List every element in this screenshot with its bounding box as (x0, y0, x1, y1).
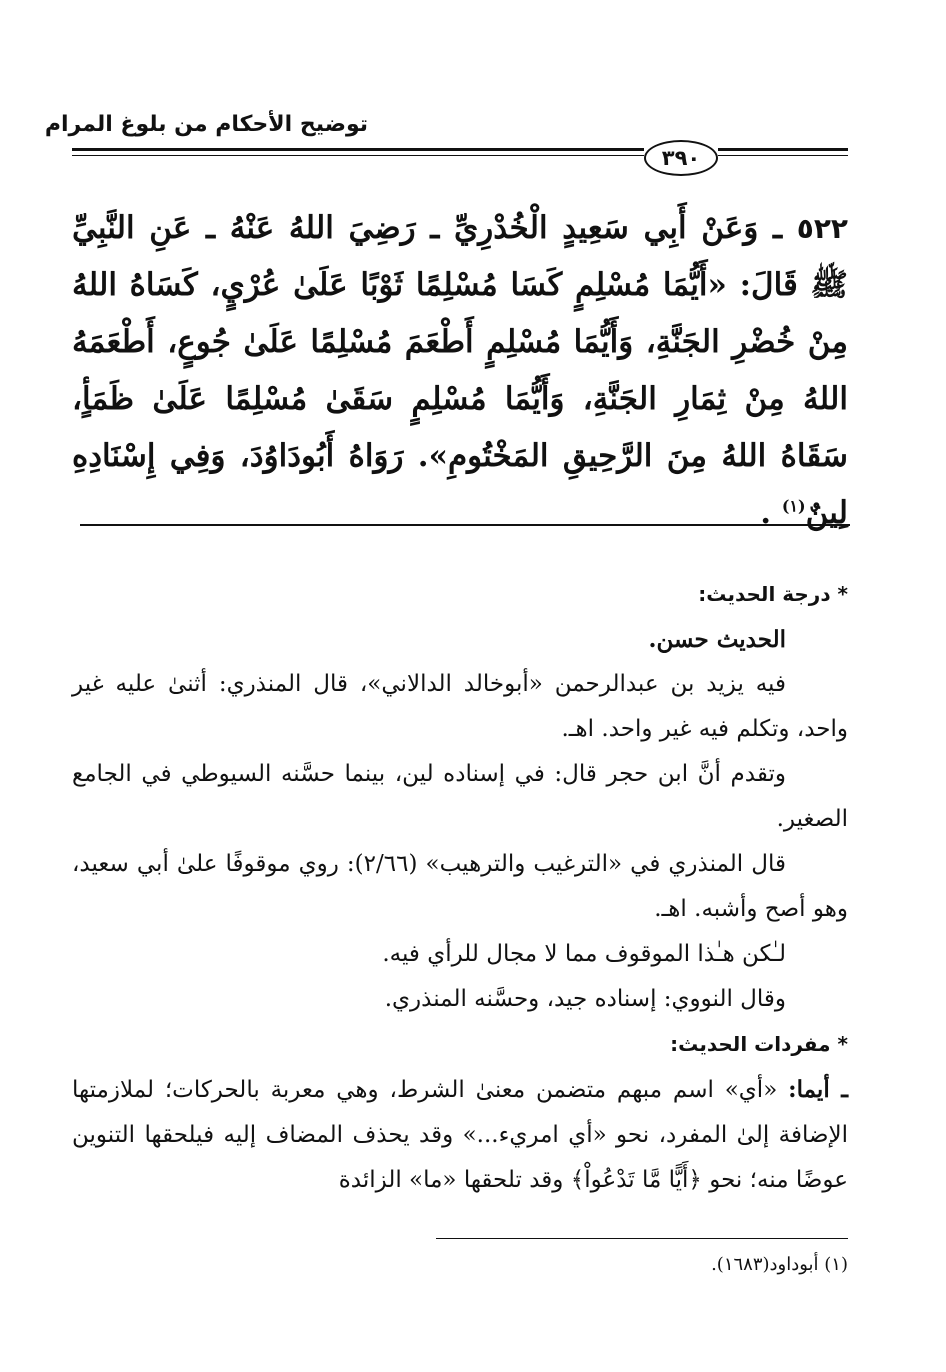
footnote: (١) أبوداود(١٦٨٣). (711, 1254, 848, 1275)
running-header-title: توضيح الأحكام من بلوغ المرام (44, 112, 368, 137)
grading-verdict: الحديث حسن. (648, 626, 786, 653)
grading-paragraph: لـٰكن هـٰذا الموقوف مما لا مجال للرأي فيه. (382, 941, 786, 967)
header-rule-left (72, 148, 644, 151)
grading-paragraph: وقال النووي: إسناده جيد، وحسَّنه المنذري. (384, 986, 786, 1012)
header-rule-right (718, 148, 848, 151)
grading-paragraph: قال المنذري في «الترغيب والترهيب» (٢/٦٦): روي موقوفًا علىٰ أبي سعيد، وهو أصح وأشبه. اهـ. (72, 851, 848, 922)
footnote-marker: (١) (781, 496, 806, 516)
page-number: ٣٩٠ (644, 140, 718, 176)
hadith-end: . (760, 495, 782, 531)
footnote-rule (436, 1238, 848, 1239)
grading-heading: * درجة الحديث: (698, 582, 848, 606)
grading-paragraph: وتقدم أنَّ ابن حجر قال: في إسناده لين، بينما حسَّنه السيوطي في الجامع الصغير. (72, 761, 848, 832)
commentary (72, 572, 848, 1203)
section-divider (80, 524, 850, 526)
vocabulary-text: «أي» اسم مبهم متضمن معنىٰ الشرط، وهي معربة بالحركات؛ لملازمتها الإضافة إلىٰ المفرد، نحو «أي امريء...» وقد يحذف المضاف إليه فيلحقها التنوين عوضًا منه؛ نحو ﴿أَيًّا مَّا تَدْعُواْ﴾ وقد تلحقها «ما» الزائدة (72, 1077, 848, 1193)
vocabulary-entry (72, 1067, 848, 1203)
hadith-number: ٥٢٢ (796, 212, 849, 245)
vocabulary-heading: * مفردات الحديث: (670, 1032, 848, 1056)
hadith-text: ـ وَعَنْ أَبِي سَعِيدٍ الْخُدْرِيِّ ـ رَضِيَ اللهُ عَنْهُ ـ عَنِ النَّبِيِّ ﷺ قَالَ: «أَيُّمَا مُسْلِمٍ كَسَا مُسْلِمًا ثَوْبًا عَلَىٰ عُرْيٍ، كَسَاهُ اللهُ مِنْ خُضْرِ الجَنَّةِ، وَأَيُّمَا مُسْلِمٍ أَطْعَمَ مُسْلِمًا عَلَىٰ جُوعٍ، أَطْعَمَهُ اللهُ مِنْ ثِمَارِ الجَنَّةِ، وَأَيُّمَا مُسْلِمٍ سَقَىٰ مُسْلِمًا عَلَىٰ ظَمَأٍ، سَقَاهُ اللهُ مِنَ الرَّحِيقِ المَخْتُومِ». رَوَاهُ أَبُودَاوُدَ، وَفِي إِسْنَادِهِ لِينٌ (72, 210, 848, 531)
vocabulary-term: ـ أيما: (788, 1076, 848, 1103)
grading-paragraph: فيه يزيد بن عبدالرحمن «أبوخالد الدالاني»، قال المنذري: أثنىٰ عليه غير واحد، وتكلم فيه غير واحد. اهـ. (72, 671, 848, 742)
hadith-text-block (72, 200, 848, 542)
